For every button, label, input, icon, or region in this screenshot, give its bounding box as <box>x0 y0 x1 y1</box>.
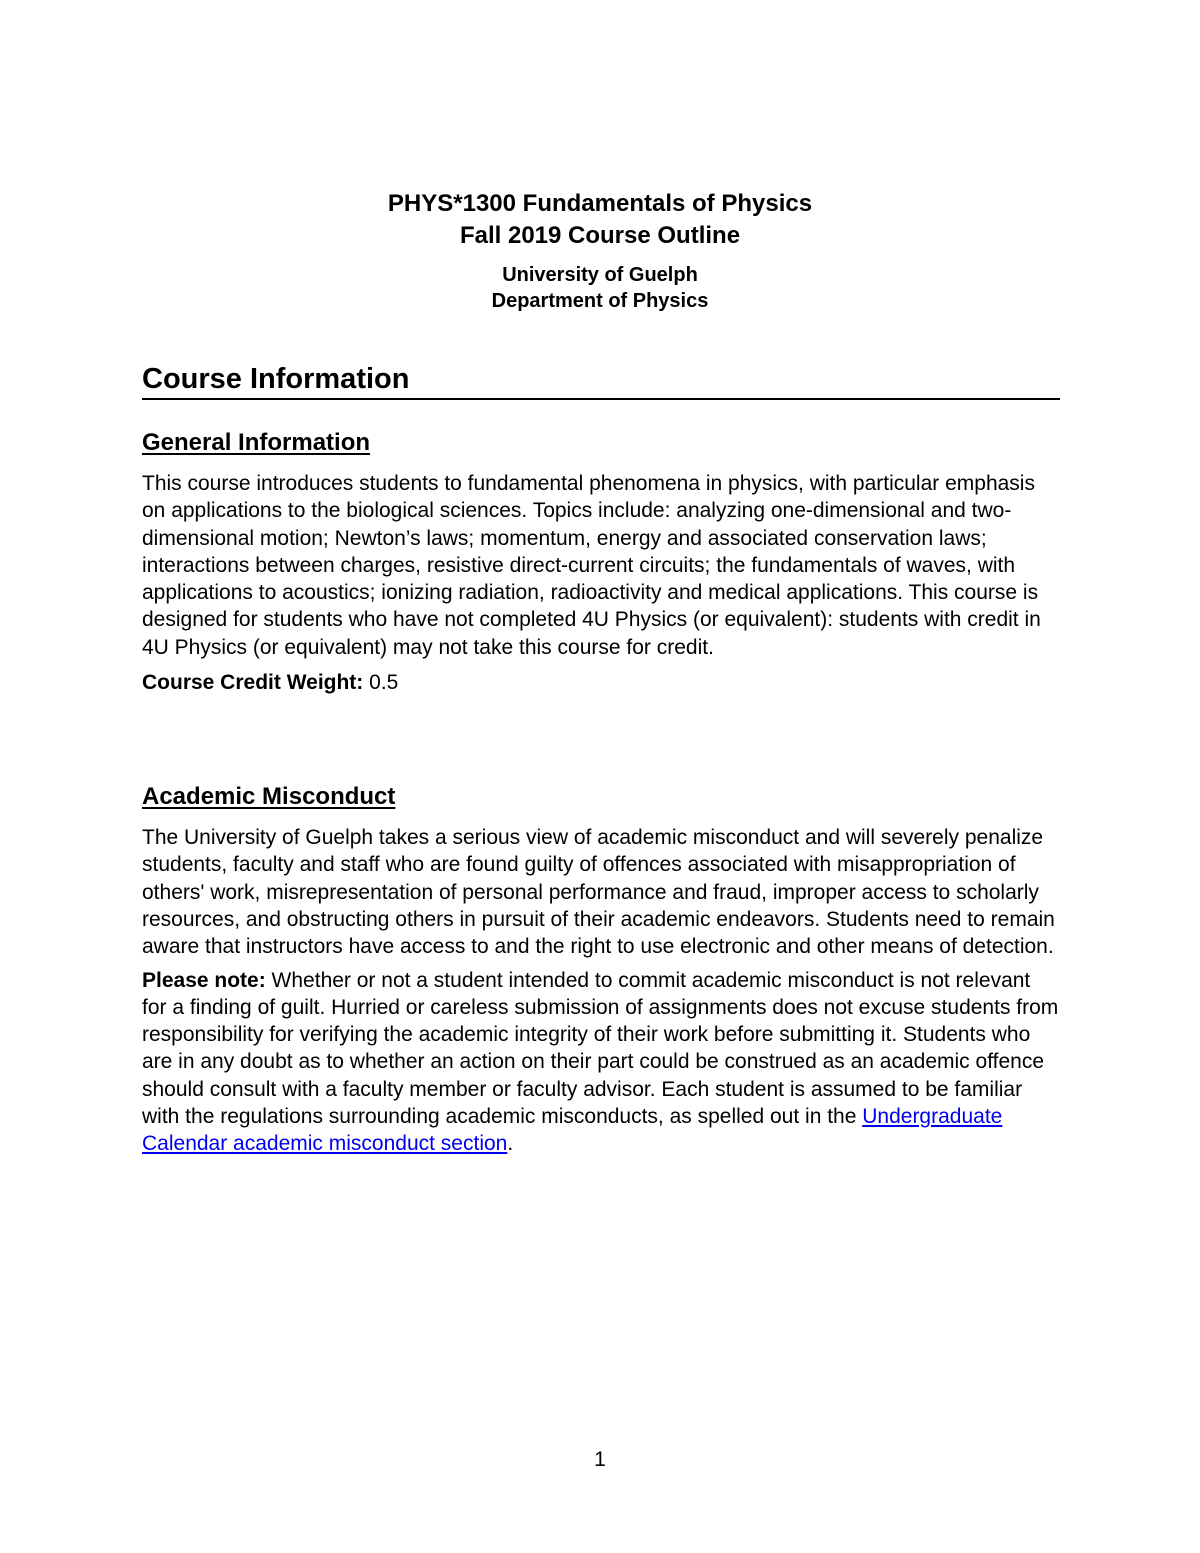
course-credit-weight <box>142 669 1062 696</box>
department-name: Department of Physics <box>491 290 709 312</box>
general-information-paragraph: This course introduces students to fundamental phenomena in physics, with particular emphasis on applications to the biological sciences. Topics include: analyzing one-dimensional and two-dimensional motion; Newton’s laws; momentum, energy and associated conservation laws; interactions between charges, resistive direct-current circuits; the fundamentals of waves, with applications to acoustics; ionizing radiation, radioactivity and medical applications. This course is designed for students who have not completed 4U Physics (or equivalent): students with credit in 4U Physics (or equivalent) may not take this course for credit. <box>142 472 1041 659</box>
credit-label: Course Credit Weight: <box>142 671 364 695</box>
please-note-text: Whether or not a student intended to commit academic misconduct is not relevant for a finding of guilt. Hurried or careless submission of assignments does not excuse students from responsibility for verifying the academic integrity of their work before submitting it. Students who are in any doubt as to whether an action on their part could be construed as an academic offence should consult with a faculty member or faculty advisor. Each student is assumed to be familiar with the regulations surrounding academic misconducts, as spelled out in the <box>142 968 1059 1129</box>
academic-misconduct-heading: Academic Misconduct <box>142 783 396 811</box>
course-outline-title: Fall 2019 Course Outline <box>459 222 741 249</box>
university-name: University of Guelph <box>502 264 698 286</box>
please-note-label: Please note: <box>142 968 266 992</box>
course-information-heading: Course Information <box>142 361 1060 400</box>
page-number: 1 <box>594 1448 606 1471</box>
general-information-heading: General Information <box>142 429 371 456</box>
course-title: PHYS*1300 Fundamentals of Physics <box>387 190 813 217</box>
academic-misconduct-paragraph: The University of Guelph takes a serious view of academic misconduct and will severely penalize students, faculty and staff who are found guilty of offences associated with misappropriation of others' work, misrepresentation of personal performance and fraud, improper access to scholarly resources, and obstructing others in pursuit of their academic endeavors. Students need to remain aware that instructors have access to and the right to use electronic and other means of detection. <box>142 826 1055 959</box>
title-block <box>142 188 1058 314</box>
page-content <box>142 188 1062 1158</box>
credit-value: 0.5 <box>369 671 399 695</box>
please-note-end: . <box>507 1132 514 1156</box>
please-note-paragraph <box>142 967 1060 1158</box>
undergraduate-calendar-link[interactable]: Undergraduate Calendar academic misconduct section <box>142 1105 1003 1156</box>
